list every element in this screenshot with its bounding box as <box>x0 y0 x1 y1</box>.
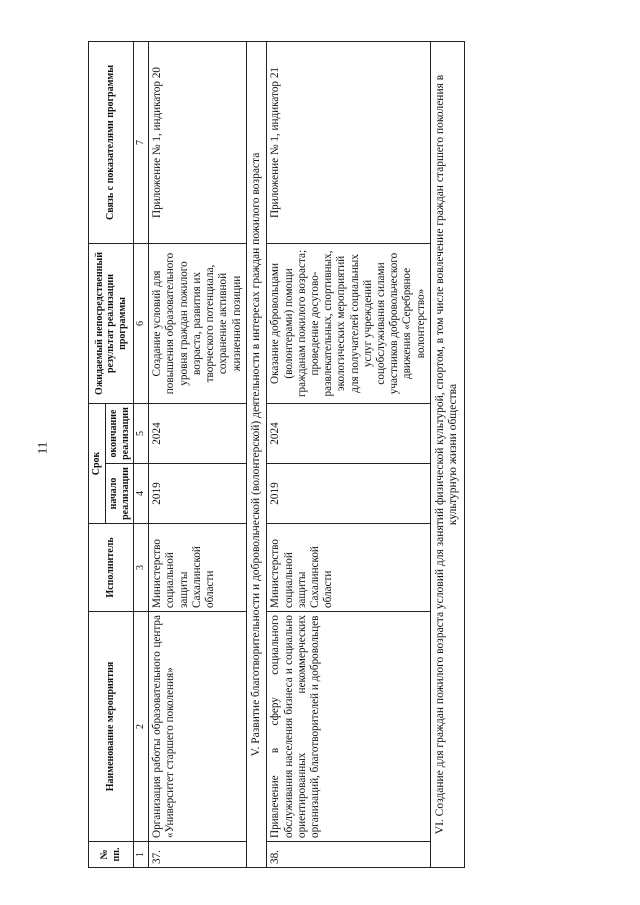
row-name: Организация работы образовательного центра «Университет старшего поколения» <box>149 612 247 842</box>
col-link-header: Связь с показателями программы <box>89 41 134 243</box>
header-row <box>89 41 106 867</box>
row-start: 2019 <box>149 464 247 524</box>
section-header-row <box>430 41 464 867</box>
row-link: Приложение № 1, индикатор 21 <box>267 41 431 243</box>
column-index-row <box>134 41 149 867</box>
section-header-row <box>246 41 267 867</box>
rotated-page <box>88 42 538 868</box>
row-result: Оказание добровольцами (волонтерами) помощи гражданам пожилого возраста; проведение досугово-развлекательных, спортивных, экологических мероприятий для получателей социальных услуг учреждений соцобслуживания силами участников добровольческого движения «Серебряное волонтерство» <box>267 243 431 403</box>
page-number: 11 <box>34 441 50 455</box>
col-index: 4 <box>134 464 149 524</box>
section-title: V. Развитие благотворительности и добровольческой (волонтерской) деятельности в интересах граждан пожилого возраста <box>246 41 267 867</box>
row-executor: Министерство социальной защиты Сахалинской области <box>267 524 431 612</box>
row-executor: Министерство социальной защиты Сахалинской области <box>149 524 247 612</box>
table-row <box>149 41 247 867</box>
row-end: 2024 <box>267 403 431 463</box>
col-index: 1 <box>134 842 149 868</box>
col-start-header: начало реализации <box>105 464 134 524</box>
col-num-header: № пп. <box>89 842 134 868</box>
col-period-header: Срок <box>89 403 106 523</box>
col-index: 7 <box>134 41 149 243</box>
row-result: Создание условий для повышения образовательного уровня граждан пожилого возраста, развития их творческого потенциала, сохранение активной жизненной позиции <box>149 243 247 403</box>
row-number: 38. <box>267 842 431 868</box>
col-result-header: Ожидаемый непосредственный результат реализации программы <box>89 243 134 403</box>
section-title: VI. Создание для граждан пожилого возраста условий для занятий физической культурой, спортом, в том числе вовлечение граждан старшего поколения в культурную жизни общества <box>430 41 464 867</box>
row-end: 2024 <box>149 403 247 463</box>
table-row <box>267 41 431 867</box>
program-table <box>88 41 465 868</box>
row-start: 2019 <box>267 464 431 524</box>
row-link: Приложение № 1, индикатор 20 <box>149 41 247 243</box>
col-index: 5 <box>134 403 149 463</box>
col-name-header: Наименование мероприятия <box>89 612 134 842</box>
col-index: 2 <box>134 612 149 842</box>
col-index: 3 <box>134 524 149 612</box>
row-name: Привлечение в сферу социального обслуживания населения бизнеса и социально ориентированных некоммерческих организаций, благотворителей и добровольцев <box>267 612 431 842</box>
col-end-header: окончание реализации <box>105 403 134 463</box>
col-index: 6 <box>134 243 149 403</box>
col-executor-header: Исполнитель <box>89 524 134 612</box>
row-number: 37. <box>149 842 247 868</box>
